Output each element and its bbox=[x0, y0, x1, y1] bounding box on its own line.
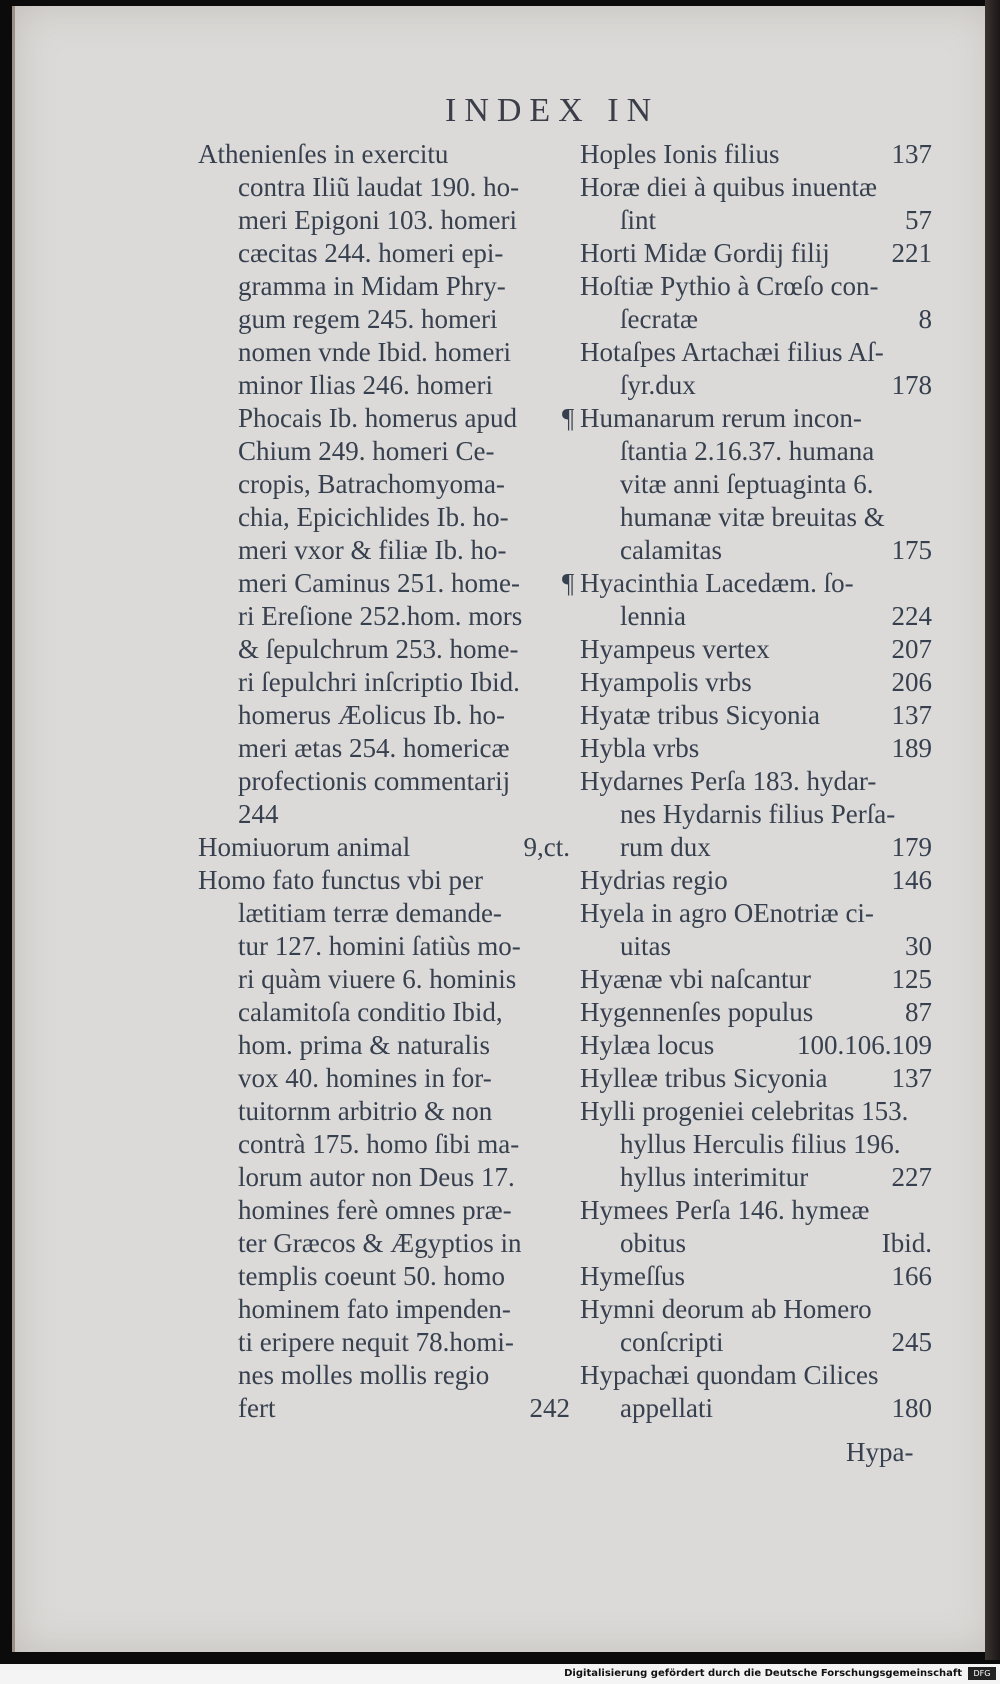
entry-text-line: cropis, Batrachomyoma- bbox=[238, 469, 505, 499]
entry-text-line: meri vxor & filiæ Ib. ho- bbox=[238, 535, 507, 565]
page-reference: 137 bbox=[891, 700, 932, 730]
entry-text-line: vitæ anni ſeptuaginta 6. bbox=[620, 469, 874, 499]
entry-text-line: humanæ vitæ breuitas & bbox=[620, 502, 885, 532]
entry-text-line: Hygennenſes populus bbox=[580, 997, 814, 1027]
entry-text-line: rum dux bbox=[620, 832, 711, 862]
page-reference: 207 bbox=[891, 634, 932, 664]
page-reference: 242 bbox=[529, 1393, 570, 1423]
entry-text-line: ri ſepulchri inſcriptio Ibid. bbox=[238, 667, 520, 697]
page-reference: 227 bbox=[891, 1162, 932, 1192]
paragraph-mark: ¶ bbox=[562, 568, 575, 598]
entry-text-line: appellati bbox=[620, 1393, 713, 1423]
entry-text-line: Chium 249. homeri Ce- bbox=[238, 436, 495, 466]
index-entry bbox=[580, 270, 932, 336]
entry-text-line: tur 127. homini ſatiùs mo- bbox=[238, 931, 521, 961]
index-entry bbox=[580, 732, 932, 765]
index-entry bbox=[580, 171, 932, 237]
index-entry bbox=[562, 402, 932, 567]
footer-credit-text: Digitalisierung gefördert durch die Deutsche Forschungsgemeinschaft bbox=[564, 1668, 962, 1679]
index-entry bbox=[580, 1293, 932, 1359]
entry-text-line: Hybla vrbs bbox=[580, 733, 700, 763]
entry-text-line: ri quàm viuere 6. hominis bbox=[238, 964, 517, 994]
page-reference: 125 bbox=[891, 964, 932, 994]
entry-text-line: 244 bbox=[238, 799, 279, 829]
entry-text-line: gum regem 245. homeri bbox=[238, 304, 498, 334]
entry-text-line: hyllus Herculis filius 196. bbox=[620, 1129, 901, 1159]
digitization-footer bbox=[0, 1664, 1000, 1684]
page-reference: 175 bbox=[891, 535, 932, 565]
entry-text-line: gramma in Midam Phry- bbox=[238, 271, 506, 301]
entry-text-line: meri Epigoni 103. homeri bbox=[238, 205, 517, 235]
index-column-right bbox=[562, 138, 932, 1425]
page-reference: 137 bbox=[891, 139, 932, 169]
page-reference: 137 bbox=[891, 1063, 932, 1093]
index-entry bbox=[580, 996, 932, 1029]
index-entry bbox=[580, 633, 932, 666]
page-reference: 189 bbox=[891, 733, 932, 763]
entry-text-line: Hoples Ionis filius bbox=[580, 139, 780, 169]
index-entry bbox=[198, 831, 570, 864]
entry-text-line: Homiuorum animal bbox=[198, 832, 411, 862]
index-entry bbox=[580, 666, 932, 699]
entry-text-line: meri ætas 254. homericæ bbox=[238, 733, 510, 763]
entry-text-line: uitas bbox=[620, 931, 671, 961]
entry-text-line: templis coeunt 50. homo bbox=[238, 1261, 505, 1291]
entry-text-line: hom. prima & naturalis bbox=[238, 1030, 490, 1060]
index-entry bbox=[580, 864, 932, 897]
entry-text-line: Hoſtiæ Pythio à Crœſo con- bbox=[580, 271, 879, 301]
index-entry bbox=[580, 1062, 932, 1095]
entry-text-line: tuitornm arbitrio & non bbox=[238, 1096, 493, 1126]
entry-text-line: Hyacinthia Lacedæm. ſo- bbox=[580, 568, 854, 598]
entry-text-line: ſyr.dux bbox=[620, 370, 696, 400]
entry-text-line: Hylleæ tribus Sicyonia bbox=[580, 1063, 828, 1093]
entry-text-line: Phocais Ib. homerus apud bbox=[238, 403, 517, 433]
page-reference: 146 bbox=[891, 865, 932, 895]
entry-text-line: lorum autor non Deus 17. bbox=[238, 1162, 515, 1192]
entry-text-line: Humanarum rerum incon- bbox=[580, 403, 862, 433]
entry-text-line: Horæ diei à quibus inuentæ bbox=[580, 172, 877, 202]
index-entry bbox=[580, 963, 932, 996]
entry-text-line: hyllus interimitur bbox=[620, 1162, 809, 1192]
entry-text-line: ti eripere nequit 78.homi- bbox=[238, 1327, 514, 1357]
paragraph-mark: ¶ bbox=[562, 403, 575, 433]
entry-text-line: homerus Æolicus Ib. ho- bbox=[238, 700, 505, 730]
page-reference: 178 bbox=[891, 370, 932, 400]
index-entry bbox=[580, 1194, 932, 1260]
entry-text-line: ter Græcos & Ægyptios in bbox=[238, 1228, 522, 1258]
entry-text-line: lætitiam terræ demande- bbox=[238, 898, 502, 928]
entry-text-line: hominem fato impenden- bbox=[238, 1294, 511, 1324]
index-entry bbox=[580, 1359, 932, 1425]
entry-text-line: Hylli progeniei celebritas 153. bbox=[580, 1096, 909, 1126]
entry-text-line: Hylæa locus bbox=[580, 1030, 715, 1060]
entry-text-line: chia, Epicichlides Ib. ho- bbox=[238, 502, 509, 532]
entry-text-line: nomen vnde Ibid. homeri bbox=[238, 337, 511, 367]
index-entry bbox=[580, 699, 932, 732]
page-reference: 100.106.109 bbox=[797, 1030, 932, 1060]
entry-text-line: calamitoſa conditio Ibid, bbox=[238, 997, 503, 1027]
page-reference: 9,ct. bbox=[523, 832, 570, 862]
dfg-logo: DFG bbox=[968, 1667, 996, 1680]
page-reference: 224 bbox=[891, 601, 932, 631]
entry-text-line: Hotaſpes Artachæi filius Aſ- bbox=[580, 337, 884, 367]
index-entry bbox=[562, 567, 932, 633]
entry-text-line: contrà 175. homo ſibi ma- bbox=[238, 1129, 520, 1159]
page-reference: 87 bbox=[905, 997, 932, 1027]
page-reference: 245 bbox=[891, 1327, 932, 1357]
page-reference: 221 bbox=[891, 238, 932, 268]
index-entry bbox=[580, 336, 932, 402]
entry-text-line: Horti Midæ Gordij filij bbox=[580, 238, 830, 268]
entry-text-line: nes Hydarnis filius Perſa- bbox=[620, 799, 896, 829]
page-reference: 30 bbox=[905, 931, 932, 961]
page-reference: 179 bbox=[891, 832, 932, 862]
entry-text-line: fert bbox=[238, 1393, 276, 1423]
index-entry bbox=[580, 1029, 932, 1062]
entry-text-line: Hyampeus vertex bbox=[580, 634, 770, 664]
index-entry bbox=[580, 897, 932, 963]
entry-text-line: Hyatæ tribus Sicyonia bbox=[580, 700, 820, 730]
page-header: INDEX IN bbox=[445, 92, 660, 129]
index-entry bbox=[580, 1260, 932, 1293]
index-entry bbox=[198, 864, 570, 1425]
entry-text-line: Athenienſes in exercitu bbox=[198, 139, 449, 169]
index-entry bbox=[580, 765, 932, 864]
entry-text-line: conſcripti bbox=[620, 1327, 724, 1357]
entry-text-line: homines ferè omnes præ- bbox=[238, 1195, 512, 1225]
page-reference: Ibid. bbox=[881, 1228, 932, 1258]
index-column-left bbox=[198, 138, 570, 1425]
index-entry bbox=[580, 1095, 932, 1194]
entry-text-line: Hyampolis vrbs bbox=[580, 667, 752, 697]
index-entry bbox=[580, 237, 932, 270]
entry-text-line: minor Ilias 246. homeri bbox=[238, 370, 493, 400]
entry-text-line: ſtantia 2.16.37. humana bbox=[620, 436, 875, 466]
entry-text-line: nes molles mollis regio bbox=[238, 1360, 490, 1390]
page-reference: 57 bbox=[905, 205, 932, 235]
entry-text-line: vox 40. homines in for- bbox=[238, 1063, 492, 1093]
page-reference: 8 bbox=[918, 304, 932, 334]
entry-text-line: Homo fato functus vbi per bbox=[198, 865, 483, 895]
entry-text-line: Hymees Perſa 146. hymeæ bbox=[580, 1195, 870, 1225]
entry-text-line: lennia bbox=[620, 601, 686, 631]
entry-text-line: Hyænæ vbi naſcantur bbox=[580, 964, 811, 994]
entry-text-line: obitus bbox=[620, 1228, 687, 1258]
entry-text-line: meri Caminus 251. home- bbox=[238, 568, 520, 598]
entry-text-line: calamitas bbox=[620, 535, 722, 565]
page-reference: 206 bbox=[891, 667, 932, 697]
entry-text-line: Hyela in agro OEnotriæ ci- bbox=[580, 898, 874, 928]
entry-text-line: Hymeſſus bbox=[580, 1261, 685, 1291]
entry-text-line: ſecratæ bbox=[620, 304, 698, 334]
index-entry bbox=[198, 138, 570, 831]
entry-text-line: Hydrias regio bbox=[580, 865, 728, 895]
entry-text-line: Hydarnes Perſa 183. hydar- bbox=[580, 766, 877, 796]
entry-text-line: Hymni deorum ab Homero bbox=[580, 1294, 872, 1324]
page-reference: 180 bbox=[891, 1393, 932, 1423]
page-edge-shadow bbox=[985, 0, 1000, 1660]
catchword: Hypa- bbox=[846, 1437, 914, 1467]
entry-text-line: ri Ereſione 252.hom. mors bbox=[238, 601, 523, 631]
entry-text-line: ſint bbox=[620, 205, 657, 235]
entry-text-line: Hypachæi quondam Cilices bbox=[580, 1360, 879, 1390]
entry-text-line: profectionis commentarij bbox=[238, 766, 511, 796]
index-entry bbox=[580, 138, 932, 171]
entry-text-line: contra Iliũ laudat 190. ho- bbox=[238, 172, 520, 202]
entry-text-line: cæcitas 244. homeri epi- bbox=[238, 238, 504, 268]
entry-text-line: & ſepulchrum 253. home- bbox=[238, 634, 519, 664]
page-reference: 166 bbox=[891, 1261, 932, 1291]
